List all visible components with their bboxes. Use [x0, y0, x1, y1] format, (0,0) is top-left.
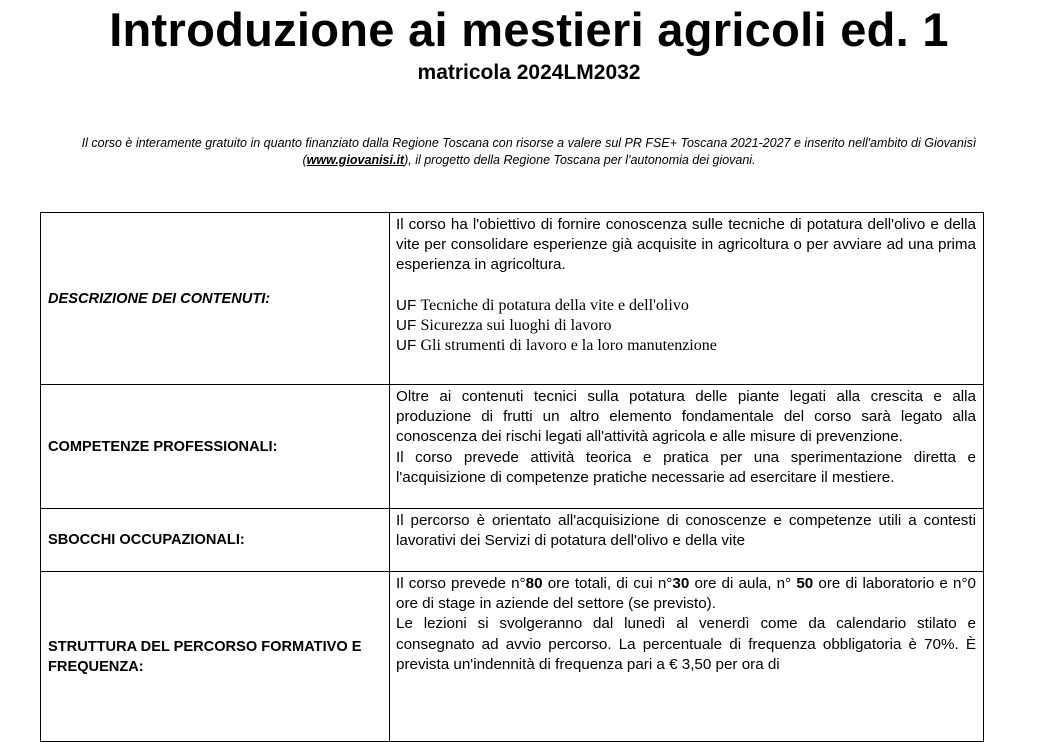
course-code: matricola 2024LM2032	[417, 61, 641, 84]
table-row-contents	[41, 213, 984, 385]
unit-item: UF Gli strumenti di lavoro e la loro manutenzione	[396, 337, 717, 355]
row-body-structure	[390, 572, 984, 742]
unit-item: UF Sicurezza sui luoghi di lavoro	[396, 316, 612, 334]
row-label-structure: STRUTTURA DEL PERCORSO FORMATIVO E FREQUENZA:	[41, 572, 390, 742]
giovanisi-link[interactable]: www.giovanisi.it	[306, 153, 405, 167]
outlets-text: Il percorso è orientato all'acquisizione di conoscenze e competenze utili a contesti lavorativi dei Servizi di potatura dell'olivo e della vite	[396, 512, 976, 550]
contents-intro: Il corso ha l'obiettivo di fornire conoscenza sulle tecniche di potatura dell'olivo e della vite per consolidare esperienze già acquisite in agricoltura o per avviare ad una prima esperienza in agricoltura.	[396, 216, 976, 274]
page-title: Introduzione ai mestieri agricoli ed. 1	[109, 3, 949, 56]
funding-text-after: ), il progetto della Regione Toscana per l'autonomia dei giovani.	[404, 153, 756, 167]
row-body-contents	[390, 213, 984, 385]
table-row-outlets	[41, 509, 984, 572]
row-body-outlets	[390, 509, 984, 572]
row-label-competences: COMPETENZE PROFESSIONALI:	[41, 385, 390, 509]
competences-para-1: Oltre ai contenuti tecnici sulla potatura delle piante legati alla crescita e alla produzione di frutti un altro elemento fondamentale del corso sarà legato alla conoscenza dei rischi legati all'attività agricola e alle misure di prevenzione.	[396, 388, 976, 446]
structure-para-2: Le lezioni si svolgeranno dal lunedì al venerdì come da calendario stilato e consegnato ad avvio percorso. La percentuale di frequenza obbligatoria è 70%. È prevista un'indennità di frequenza pari a € 3,50 per ora di	[396, 615, 976, 673]
table-row-competences	[41, 385, 984, 509]
row-label-contents: DESCRIZIONE DEI CONTENUTI:	[41, 213, 390, 385]
funding-text-before: Il corso è interamente gratuito in quanto finanziato dalla Regione Toscana con risorse a valere sul PR FSE+ Toscana 2021-2027 e inserito nell'ambito di Giovanisì (	[81, 136, 977, 167]
table-row-structure	[41, 572, 984, 742]
row-body-competences	[390, 385, 984, 509]
funding-notice	[50, 135, 1008, 169]
unit-item: UF Tecniche di potatura della vite e dell'olivo	[396, 296, 689, 314]
structure-para-1: Il corso prevede n°80 ore totali, di cui n°30 ore di aula, n° 50 ore di laboratorio e n°0 ore di stage in aziende del settore (se previsto).	[396, 575, 977, 613]
row-label-outlets: SBOCCHI OCCUPAZIONALI:	[41, 509, 390, 572]
competences-para-2: Il corso prevede attività teorica e pratica per una sperimentazione diretta e l'acquisizione di competenze pratiche necessarie ad esercitare il mestiere.	[396, 448, 976, 486]
course-info-table	[40, 212, 984, 742]
